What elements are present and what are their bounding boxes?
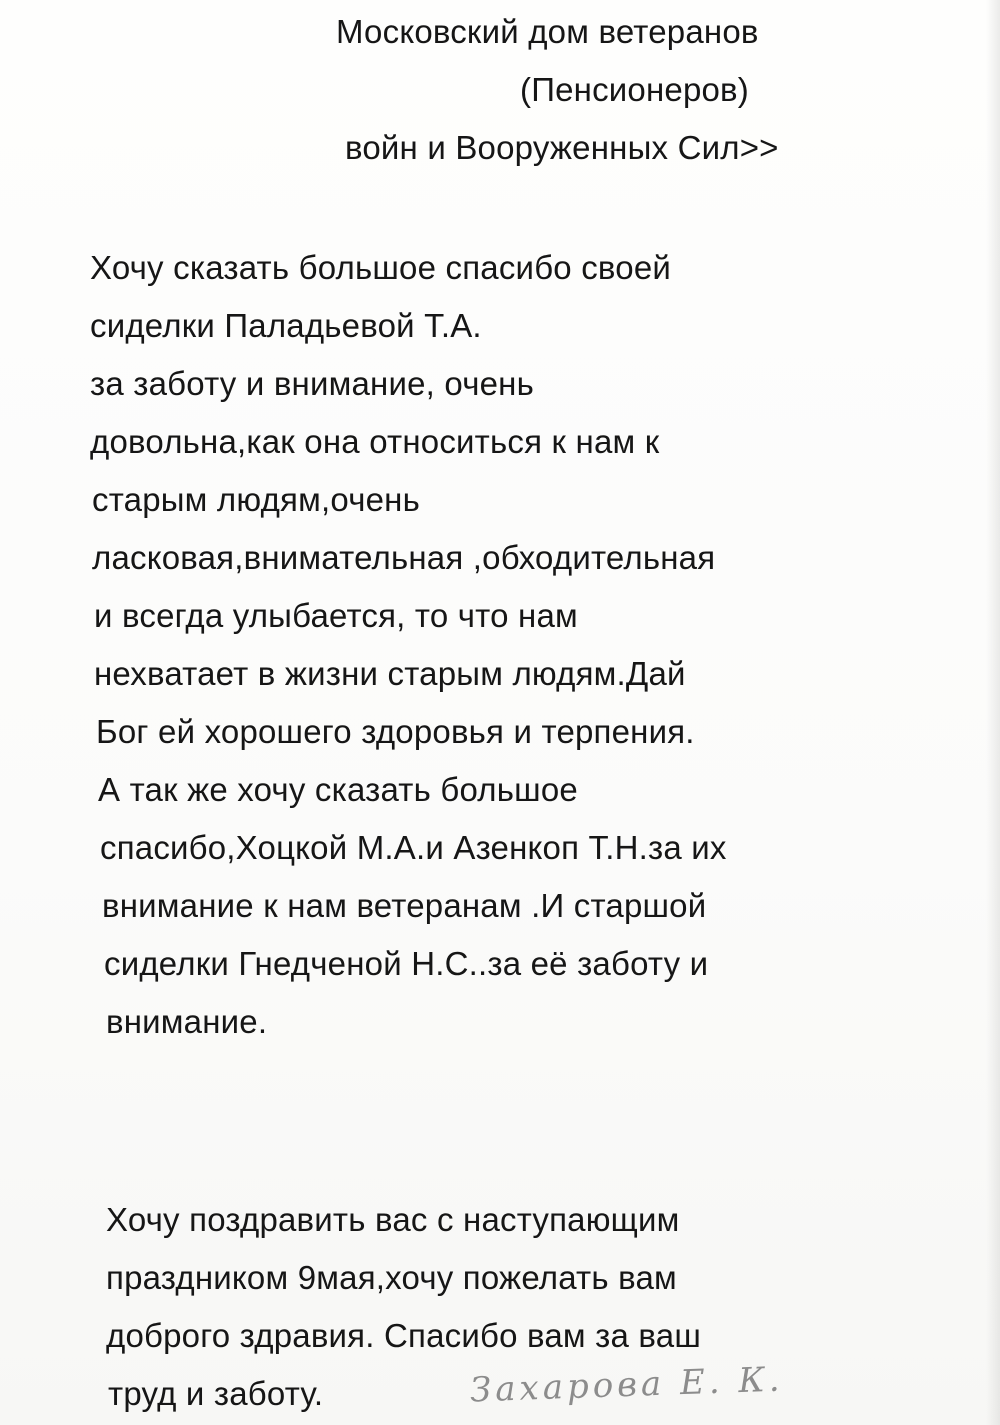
body-line-13: сиделки Гнедченой Н.С..за её заботу и [104,945,709,982]
body-line-10: А так же хочу сказать большое [98,771,578,808]
header-line-1: Московский дом ветеранов [336,13,759,50]
body-line-3: за заботу и внимание, очень [90,365,534,402]
closing-line-4: труд и заботу. [108,1375,324,1412]
header-line-3: войн и Вооруженных Сил>> [345,129,779,166]
body-line-1: Хочу сказать большое спасибо своей [90,249,672,286]
body-line-2: сиделки Паладьевой Т.А. [90,307,482,344]
closing-line-3: доброго здравия. Спасибо вам за ваш [106,1317,702,1354]
body-line-9: Бог ей хорошего здоровья и терпения. [96,713,695,750]
body-line-12: внимание к нам ветеранам .И старшой [102,887,707,924]
body-line-14: внимание. [106,1003,268,1040]
body-line-8: нехватает в жизни старым людям.Дай [94,655,686,692]
handwritten-signature: Захарова Е. К. [469,1359,785,1411]
body-line-6: ласковая,внимательная ,обходительная [92,539,716,576]
page-edge-shadow [986,0,1000,1425]
body-line-5: старым людям,очень [92,481,420,518]
closing-line-2: праздником 9мая,хочу пожелать вам [106,1259,677,1296]
body-line-11: спасибо,Хоцкой М.А.и Азенкоп Т.Н.за их [100,829,727,866]
closing-line-1: Хочу поздравить вас с наступающим [106,1201,680,1238]
body-line-4: довольна,как она относиться к нам к [90,423,660,460]
body-line-7: и всегда улыбается, то что нам [94,597,578,634]
header-line-2: (Пенсионеров) [520,71,749,108]
